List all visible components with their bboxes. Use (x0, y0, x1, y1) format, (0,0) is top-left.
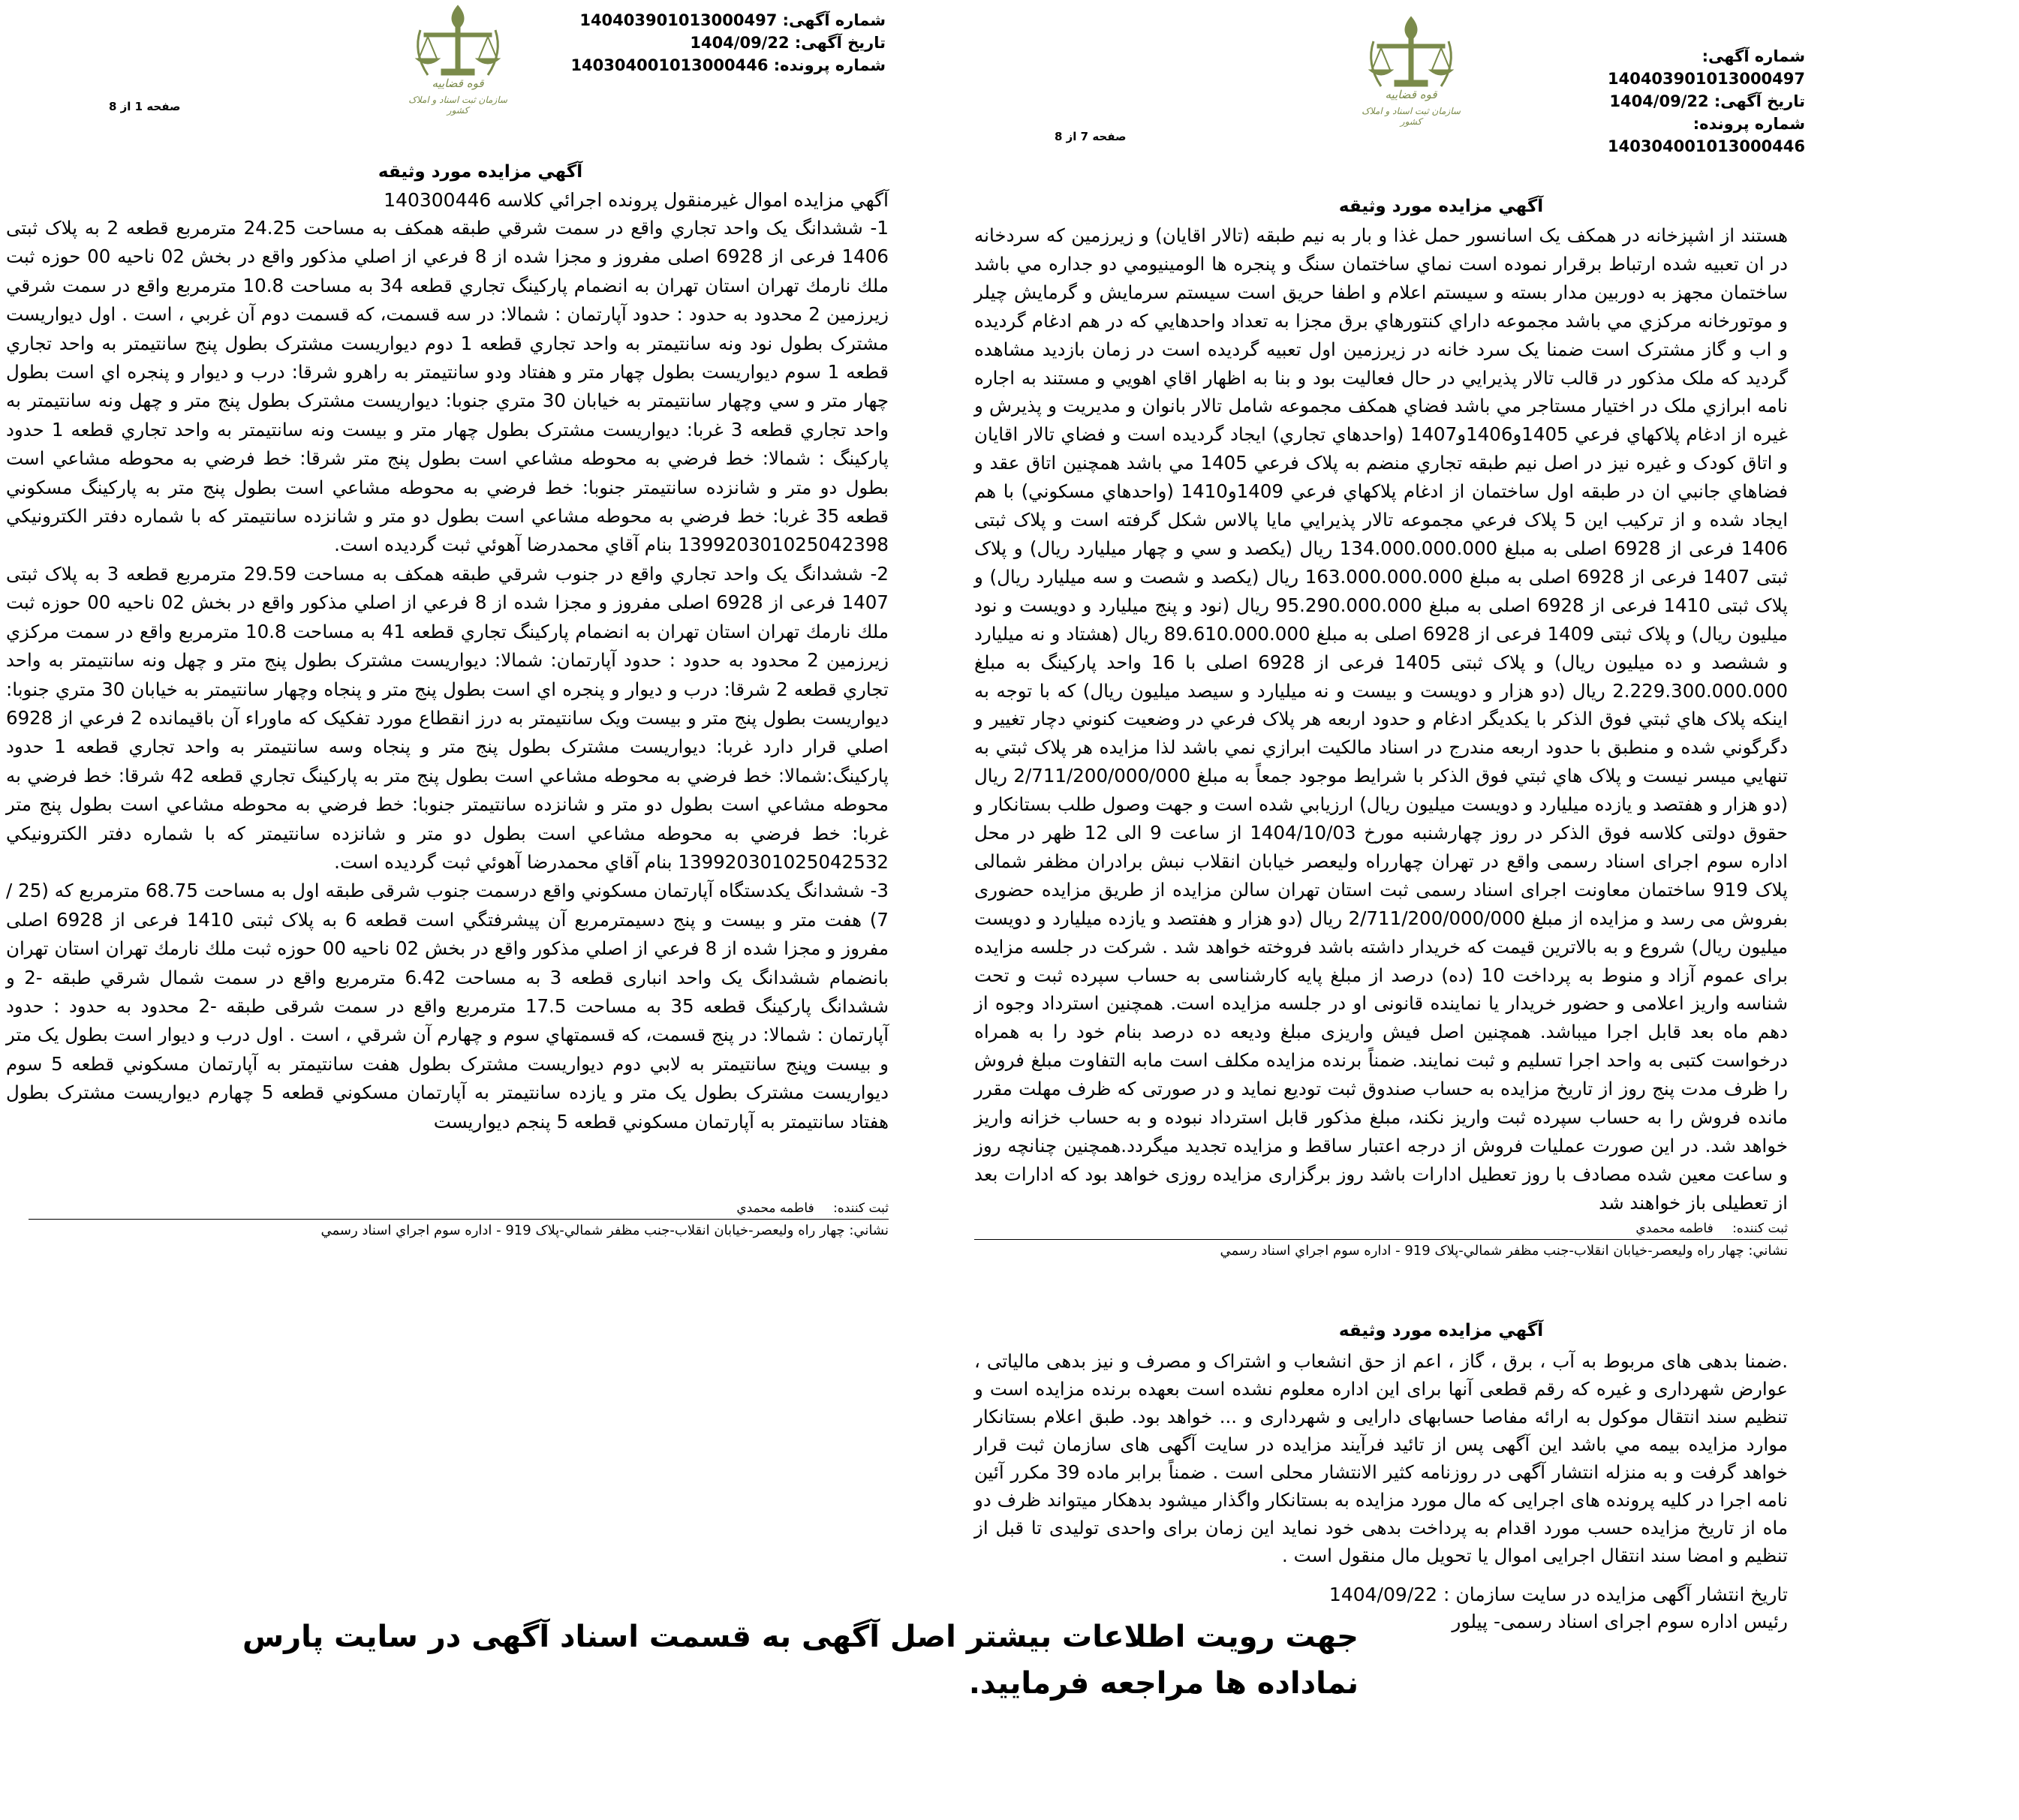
notice-no: 140403901013000497 (1607, 70, 1805, 88)
notice-date: 1404/09/22 (690, 34, 790, 52)
left-footer (29, 1201, 889, 1238)
judiciary-emblem-right (1359, 11, 1464, 131)
right-signer (974, 1221, 1788, 1236)
right-header-meta (1505, 45, 1805, 158)
file-no: 140304001013000446 (1607, 137, 1805, 155)
left-page-number: صفحه 1 از 8 (109, 100, 181, 113)
left-subtitle: آگهي مزايده اموال غيرمنقول پرونده اجرائي كلاسه 140300446 (384, 189, 889, 211)
site-reference-note: جهت رویت اطلاعات بیشتر اصل آگهی به قسمت اسناد آگهی در سایت پارس نماداده ها مراجعه فرمایید. (242, 1620, 1359, 1701)
right-page-title: آگهي مزايده مورد وثيقه (1338, 197, 1544, 216)
left-footer-divider (29, 1219, 889, 1220)
right-page-body (974, 221, 1788, 1217)
right-footer (974, 1221, 1788, 1259)
notice-no-label: شماره آگهی: (1702, 47, 1805, 65)
left-item-2: 2- ششدانگ يک واحد تجاري واقع در جنوب شرقي طبقه همكف به مساحت 29.59 مترمربع قطعه 3 به پلاک ثبتی 1407 فرعی از 6928 اصلی مفروز و مجزا شده از 8 فرعي از اصلي مذكور واقع در بخش 02 ناحيه 00 حوزه ثبت ملك نارمك تهران استان تهران به انضمام پاركينگ تجاري قطعه 41 به مساحت 10.8 مترمربع واقع در سمت مركزي زيرزمين 2 محدود به حدود : حدود آپارتمان: شمالا: ديواريست مشترک بطول پنج متر و چهل ونه سانتيمتر به واحد تجاري قطعه 2 شرقا: درب و ديوار و پنجره اي است بطول پنج متر و پنجاه وچهار سانتيمتر به خيابان 30 متري جنوبا: ديواريست بطول پنج متر و بيست ويک سانتيمتر به درز انقطاع مورد تفكيک كه ماوراء آن باقيمانده 2 فرعي از 6928 اصلي قرار دارد غربا: ديواريست مشترک بطول پنج متر و پنجاه وسه سانتيمتر به واحد تجاري قطعه 1 حدود پاركينگ:شمالا: خط فرضي به محوطه مشاعي است بطول پنج متر به پاركينگ تجاري قطعه 42 شرقا: خط فرضي به محوطه مشاعي است بطول دو متر و شانزده سانتيمتر جنوبا: خط فرضي به محوطه مشاعي است بطول پنج متر غربا: خط فرضي به محوطه مشاعي است بطول دو متر و شانزده سانتيمتر كه با شماره دفتر الكترونيكي 139920301025042532 بنام آقاي محمدرضا آهوئي ثبت گرديده است. (6, 562, 889, 873)
file-no: 140304001013000446 (570, 56, 769, 74)
right-address: نشاني: چهار راه وليعصر-خيابان انقلاب-جنب مظفر شمالي-پلاک 919 - اداره سوم اجراي اسناد رسمي (1220, 1243, 1788, 1259)
right-page-number: صفحه 7 از 8 (1055, 130, 1127, 143)
notice-date-label: تاریخ آگهی: (794, 34, 886, 52)
notice-no-label: شماره آگهی: (782, 11, 886, 29)
left-header-meta (540, 9, 886, 77)
left-signer-name: فاطمه محمدي (736, 1201, 814, 1216)
bottom-paragraph: .ضمنا بدهی های مربوط به آب ، برق ، گاز ، اعم از حق انشعاب و اشتراک و مصرف و نيز بدهی مالياتی ، عوارض شهرداری و غيره كه رقم قطعی آنها برای اين اداره معلوم نشده است بعهده برنده مزايده است و تنظيم سند انتقال موكول به ارائه مفاصا حسابهای دارايی و شهرداری و ... خواهد بود. طبق اعلام بستانكار موارد مزايده بيمه مي باشد اين آگهی پس از تائيد فرآيند مزايده در سايت آگهی های سازمان ثبت قرار خواهد گرفت و به منزله انتشار آگهی در روزنامه كثير الانتشار محلی است . ضمناً برابر ماده 39 مكرر آئين نامه اجرا در كليه پرونده های اجرايی كه مال مورد مزايده به بستانكار واگذار ميشود بدهكار ميتواند ظرف دو ماه از تاريخ مزايده حسب مورد اقدام به پرداخت بدهی خود نمايد اين زمان برای واحدی توليدی تا قبل از تنظيم و امضا سند انتقال اجرايی اموال يا تحويل مال منقول است . (974, 1350, 1788, 1566)
right-signer-label: ثبت كننده: (1732, 1221, 1788, 1236)
department-head: رئيس اداره سوم اجرای اسناد رسمی- پيلور (1452, 1611, 1788, 1632)
notice-no: 140403901013000497 (579, 11, 778, 29)
left-page-title: آگهي مزايده مورد وثيقه (378, 162, 583, 182)
left-signer (29, 1201, 889, 1216)
right-paragraph: هستند از اشپزخانه در همكف يک اسانسور حمل غذا و بار به نيم طبقه (تالار اقايان) و زيرزمين كه سردخانه در ان تعبيه شده ارتباط برقرار نموده است نماي ساختمان سنگ و پنجره ها الومينيومي دو جداره مي باشد ساختمان مجهز به دوربين مدار بسته و سيستم اعلام و اطفا حريق است سيستم سرمايش و گرمايش چيلر و موتورخانه مركزي مي باشد مجموعه داراي كنتورهاي برق مجزا به تعداد واحدهايي كه در هم ادغام گرديده و اب و گاز مشترک است ضمنا يک سرد خانه در زيرزمين اول تعبيه گرديده است در زمان بازديد مشاهده گرديد كه ملک مذكور در قالب تالار پذيرايي در حال فعاليت بود و بنا به اظهار اقاي اهويي و مستند به اجاره نامه ابرازي ملک در اختيار مستاجر مي باشد فضاي همكف مجموعه شامل تالار بانوان و مديريت و پذيرش و غيره از ادغام پلاكهاي فرعي 1405و1406و1407 (واحدهاي تجاري) ايجاد گرديده است و فضاي تالار اقايان و اتاق كودک و غيره نيز در اصل نيم طبقه تجاري منضم به پلاک فرعي 1405 مي باشد همچنين اتاق عقد و فضاهاي جانبي ان در طبقه اول ساختمان از ادغام پلاكهاي فرعي 1409و1410 (واحدهاي مسكوني) با هم ايجاد شده و از تركيب اين 5 پلاک فرعي مجموعه تالار پذيرايي مايا پالاس شكل گرفته است و پلاک ثبتی 1406 فرعی از 6928 اصلی به مبلغ 134.000.000.000 ريال (يكصد و سي و چهار ميليارد ريال) و پلاک ثبتی 1407 فرعی از 6928 اصلی به مبلغ 163.000.000.000 ريال (يكصد و شصت و سه ميليارد ريال) و پلاک ثبتی 1410 فرعی از 6928 اصلی به مبلغ 95.290.000.000 ريال (نود و پنج ميليارد و دويست و نود ميليون ريال) و پلاک ثبتی 1409 فرعی از 6928 اصلی به مبلغ 89.610.000.000 ريال (هشتاد و نه ميليارد و ششصد و ده ميليون ريال) و پلاک ثبتی 1405 فرعی از 6928 اصلی با 16 واحد پاركينگ به مبلغ 2.229.300.000.000 ريال (دو هزار و دويست و بيست و نه ميليارد و سيصد ميليون ريال) كه با توجه به اينكه پلاک هاي ثبتي فوق الذكر با يكديگر ادغام و حدود اربعه هر پلاک فرعي در وضعيت كنوني دچار تغيير و دگرگوني شده و منطبق با حدود اربعه مندرج در اسناد مالكيت ابرازي نمي باشد لذا مزايده هر پلاک ثبتي به تنهايي ميسر نيست و پلاک هاي ثبتي فوق الذكر با شرايط موجود جمعاً به مبلغ 2/711/200/000/000 ريال (دو هزار و هفتصد و يازده ميليارد و دويست ميليون ريال) ارزيابي شده است و جهت وصول طلب بستانكار و حقوق دولتی كلاسه فوق الذكر در روز چهارشنبه مورخ 1404/10/03 از ساعت 9 الی 12 ظهر در محل اداره سوم اجرای اسناد رسمی واقع در تهران چهارراه وليعصر خيابان انقلاب نبش برادران مظفر شمالی پلاک 919 ساختمان معاونت اجرای اسناد رسمی ثبت استان تهران سالن مزايده از طريق مزايده حضوری بفروش می رسد و مزايده از مبلغ 2/711/200/000/000 ريال (دو هزار و هفتصد و يازده ميليارد و دويست ميليون ريال) شروع و به بالاترين قيمت كه خريدار داشته باشد فروخته خواهد شد . شركت در جلسه مزايده برای عموم آزاد و منوط به پرداخت 10 (ده) درصد از مبلغ پايه كارشناسی به حساب سپرده ثبت و تحت شناسه واريز اعلامی و حضور خريدار يا نماينده قانونی او در جلسه مزايده است. همچنين استرداد وجوه از دهم ماه بعد قابل اجرا ميباشد. همچنين اصل فيش واريزی مبلغ وديعه ده درصد بنام خود را به همراه درخواست كتبی به واحد اجرا تسليم و ثبت نمايند. ضمناً برنده مزايده مكلف است مابه التفاوت مبلغ فروش را ظرف مدت پنج روز از تاريخ مزايده به حساب صندوق ثبت توديع نمايد و در صورتی كه ظرف مهلت مقرر مانده فروش را به حساب سپرده ثبت واريز نكند، مبلغ مذكور قابل استرداد نبوده و به حساب خزانه واريز خواهد شد. در اين صورت عمليات فروش از درجه اعتبار ساقط و مزايده تجديد ميگردد.همچنين چنانچه روز و ساعت معين شده مصادف با روز تعطيل ادارات باشد روز برگزاری مزايده روزی خواهد بود كه ادارات بعد از تعطيلی باز خواهند شد (974, 224, 1789, 1214)
right-footer-divider (974, 1239, 1788, 1240)
judiciary-emblem-left (405, 0, 510, 120)
left-item-1: 1- ششدانگ يک واحد تجاري واقع در سمت شرقي طبقه همكف به مساحت 24.25 مترمربع قطعه 2 به پلاک ثبتی 1406 فرعی از 6928 اصلی مفروز و مجزا شده از 8 فرعي از اصلي مذكور واقع در بخش 02 ناحيه 00 حوزه ثبت ملك نارمك تهران استان تهران به انضمام پاركينگ تجاري قطعه 34 به مساحت 10.8 مترمربع واقع در سمت شرقي زيرزمين 2 محدود به حدود : حدود آپارتمان : شمالا: در سه قسمت، كه قسمت دوم آن غربي ، است . اول ديواريست مشترک بطول نود ونه سانتيمتر به واحد تجاري قطعه 1 دوم ديواريست مشترک بطول پنج سانتيمتر به واحد تجاري قطعه 1 سوم ديواريست بطول چهار متر و هفتاد ودو سانتيمتر به راهرو شرقا: درب و ديوار و پنجره اي است بطول چهار متر و سي وچهار سانتيمتر به خيابان 30 متري جنوبا: ديواريست مشترک بطول پنج متر و چهل ونه سانتيمتر به واحد تجاري قطعه 3 غربا: ديواريست مشترک بطول چهار متر و بيست ونه سانتيمتر به واحد تجاري قطعه 1 حدود پاركينگ : شمالا: خط فرضي به محوطه مشاعي است بطول پنج متر شرقا: خط فرضي به محوطه مشاعي است بطول دو متر و شانزده سانتيمتر جنوبا: خط فرضي به محوطه مشاعي است بطول پنج متر به پاركينگ مسكوني قطعه 35 غربا: خط فرضي به محوطه مشاعي است بطول دو متر و شانزده سانتيمتر كه با شماره دفتر الكترونيكي 139920301025042398 بنام آقاي محمدرضا آهوئي ثبت گرديده است. (6, 217, 889, 556)
emblem-caption-right-1: قوه قضاییه (1385, 88, 1437, 101)
publish-date-line: تاريخ انتشار آگهی مزايده در سايت سازمان : 1404/09/22 (1328, 1584, 1788, 1605)
bottom-page-body (974, 1347, 1788, 1569)
left-item-3: 3- ششدانگ يكدستگاه آپارتمان مسكوني واقع درسمت جنوب شرقی طبقه اول به مساحت 68.75 مترمربع كه (25 / 7) هفت متر و بيست و پنج دسيمترمربع آن پيشرفتگي است قطعه 6 به پلاک ثبتی 1410 فرعی از 6928 اصلی مفروز و مجزا شده از 8 فرعي از اصلي مذكور واقع در بخش 02 ناحيه 00 حوزه ثبت ملك نارمك تهران استان تهران بانضمام ششدانگ يک واحد انباری قطعه 3 به مساحت 6.42 مترمربع واقع در سمت شمال شرقي طبقه -2 و ششدانگ پاركينگ قطعه 35 به مساحت 17.5 مترمربع واقع در سمت شرقی طبقه -2 محدود به حدود : حدود آپارتمان : شمالا: در پنج قسمت، كه قسمتهاي سوم و چهارم آن شرقي ، است . اول درب و ديوار است بطول يک متر و بيست وپنج سانتيمتر به لابي دوم ديواريست مشترک بطول هفت سانتيمتر به آپارتمان مسكوني قطعه 5 سوم ديواريست مشترک بطول يک متر و يازده سانتيمتر به آپارتمان مسكوني قطعه 5 چهارم ديواريست مشترک بطول هفتاد سانتيمتر به آپارتمان مسكوني قطعه 5 پنجم ديواريست (6, 880, 889, 1133)
file-no-label: شماره پرونده: (1693, 115, 1805, 133)
left-address: نشاني: چهار راه وليعصر-خيابان انقلاب-جنب مظفر شمالي-پلاک 919 - اداره سوم اجراي اسناد رسمي (320, 1223, 889, 1238)
emblem-caption-left-1: قوه قضاییه (432, 77, 484, 90)
emblem-caption-right-2: سازمان ثبت اسناد و املاک کشور (1362, 106, 1461, 127)
notice-date: 1404/09/22 (1609, 92, 1709, 110)
left-signer-label: ثبت كننده: (833, 1201, 889, 1216)
emblem-caption-left-2: سازمان ثبت اسناد و املاک کشور (408, 95, 507, 116)
left-page-body (6, 186, 889, 1136)
right-signer-name: فاطمه محمدي (1635, 1221, 1714, 1236)
notice-date-label: تاریخ آگهی: (1714, 92, 1805, 110)
bottom-page-title: آگهي مزايده مورد وثيقه (1338, 1321, 1544, 1340)
file-no-label: شماره پرونده: (773, 56, 886, 74)
